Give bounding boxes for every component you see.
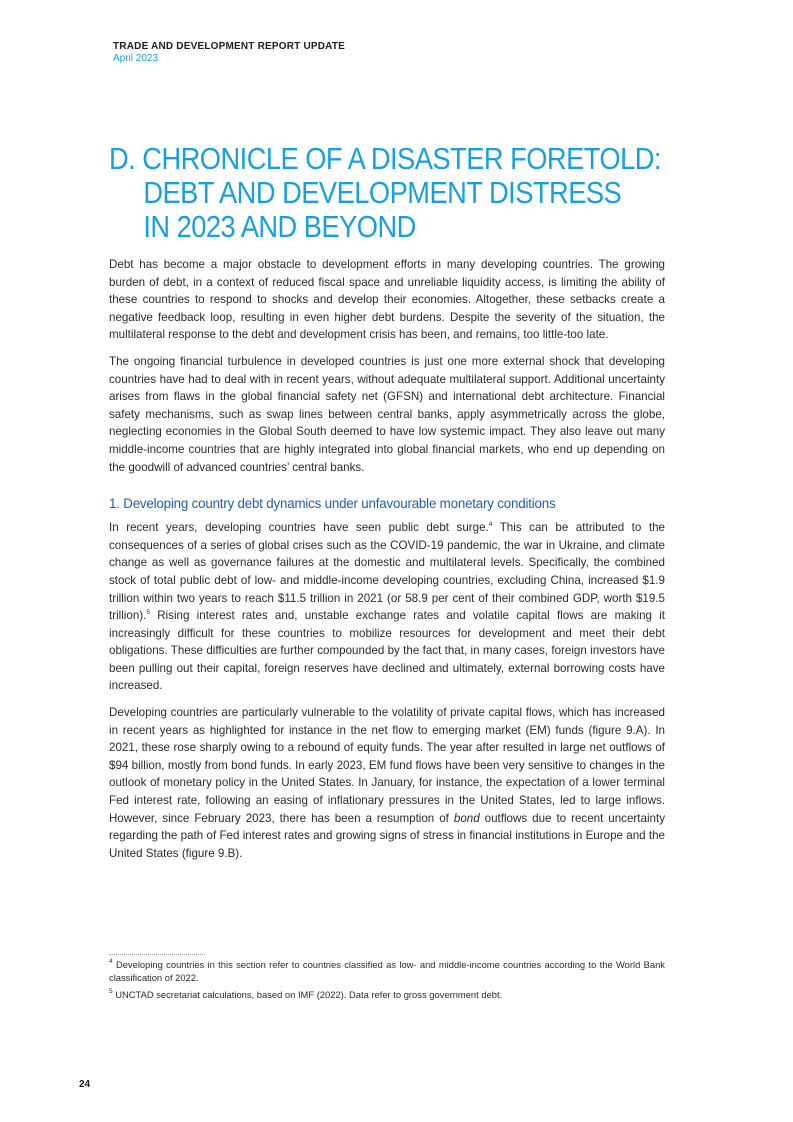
footnote-4-text: Developing countries in this section refer to countries classified as low- and middle-income countries according to the World Bank classification of 2022. (109, 959, 665, 983)
running-header (113, 41, 345, 65)
section-title-line-2: DEBT AND DEVELOPMENT DISTRESS (143, 175, 622, 210)
footnote-4-number: 4 (109, 958, 113, 965)
paragraph-4-part-2: outflows due to recent uncertainty regarding the path of Fed interest rates and growing signs of stress in financial institutions in Europe and the United States (figure 9.B). (109, 811, 665, 860)
footnotes (109, 959, 665, 1007)
footnote-divider (109, 954, 205, 955)
footnote-5 (109, 989, 665, 1002)
section-title-line-1: D. CHRONICLE OF A DISASTER FORETOLD: (109, 141, 661, 176)
paragraph-3-part-3: Rising interest rates and, unstable exchange rates and volatile capital flows are making it increasingly difficult for these countries to mobilize resources for development and meet their debt obligations. These difficulties are further compounded by the fact that, in many cases, foreign investors have been pulling out their capital, foreign reserves have declined and ultimately, external borrowing costs have increased. (109, 609, 665, 693)
section-title (109, 141, 661, 244)
body-text (109, 256, 665, 871)
footnote-4 (109, 959, 665, 984)
paragraph-3-part-1: In recent years, developing countries have seen public debt surge. (109, 521, 489, 535)
paragraph-2: The ongoing financial turbulence in developed countries is just one more external shock that developing countries have had to deal with in recent years, without adequate multilateral support. Additional uncertainty arises from flaws in the global financial safety net (GFSN) and international debt architecture. Financial safety mechanisms, such as swap lines between central banks, apply asymmetrically across the globe, neglecting economies in the Global South deemed to have low systemic impact. They also leave out many middle-income countries that are highly integrated into global financial markets, who end up depending on the goodwill of advanced countries’ central banks. (109, 354, 665, 474)
paragraph-4-emphasis: bond (453, 811, 480, 825)
page-number: 24 (79, 1079, 91, 1090)
paragraph-3 (109, 519, 665, 695)
paragraph-3-part-2: This can be attributed to the consequences of a series of global crises such as the COVID-19 pandemic, the war in Ukraine, and climate change as well as governance failures at the domestic and multilateral levels. Specifically, the combined stock of total public debt of low- and middle-income developing countries, excluding China, increased $1.9 trillion within two years to reach $11.5 trillion in 2021 (or 58.9 per cent of their combined GDP, worth $19.5 trillion). (109, 521, 665, 623)
footnote-ref-4[interactable]: 4 (488, 521, 493, 529)
report-title: TRADE AND DEVELOPMENT REPORT UPDATE (113, 41, 346, 52)
paragraph-4 (109, 704, 665, 862)
footnote-5-text: UNCTAD secretariat calculations, based on IMF (2022). Data refer to gross government debt. (112, 989, 503, 1000)
paragraph-1: Debt has become a major obstacle to development efforts in many developing countries. The growing burden of debt, in a context of reduced fiscal space and unreliable liquidity access, is limiting the ability of these countries to respond to shocks and develop their economies. Altogether, these setbacks create a negative feedback loop, resulting in even higher debt burdens. Despite the severity of the situation, the multilateral response to the debt and development crisis has been, and remains, too little-too late. (109, 258, 665, 342)
paragraph-4-part-1: Developing countries are particularly vulnerable to the volatility of private capital flows, which has increased in recent years as highlighted for instance in the net flow to emerging market (EM) funds (figure 9.A). In 2021, these rose sharply owing to a rebound of equity funds. The year after resulted in large net outflows of $94 billion, mostly from bond funds. In early 2023, EM fund flows have been very sensitive to changes in the outlook of monetary policy in the United States. In January, for instance, the expectation of a lower terminal Fed interest rate, following an easing of inflationary pressures in the United States, led to large inflows. However, since February 2023, there has been a resumption of (109, 706, 665, 825)
footnote-5-number: 5 (109, 988, 113, 995)
subsection-heading: 1. Developing country debt dynamics under unfavourable monetary conditions (109, 496, 556, 513)
footnote-ref-5[interactable]: 5 (146, 609, 150, 617)
report-date: April 2023 (113, 53, 159, 64)
section-title-line-3: IN 2023 AND BEYOND (143, 209, 416, 244)
